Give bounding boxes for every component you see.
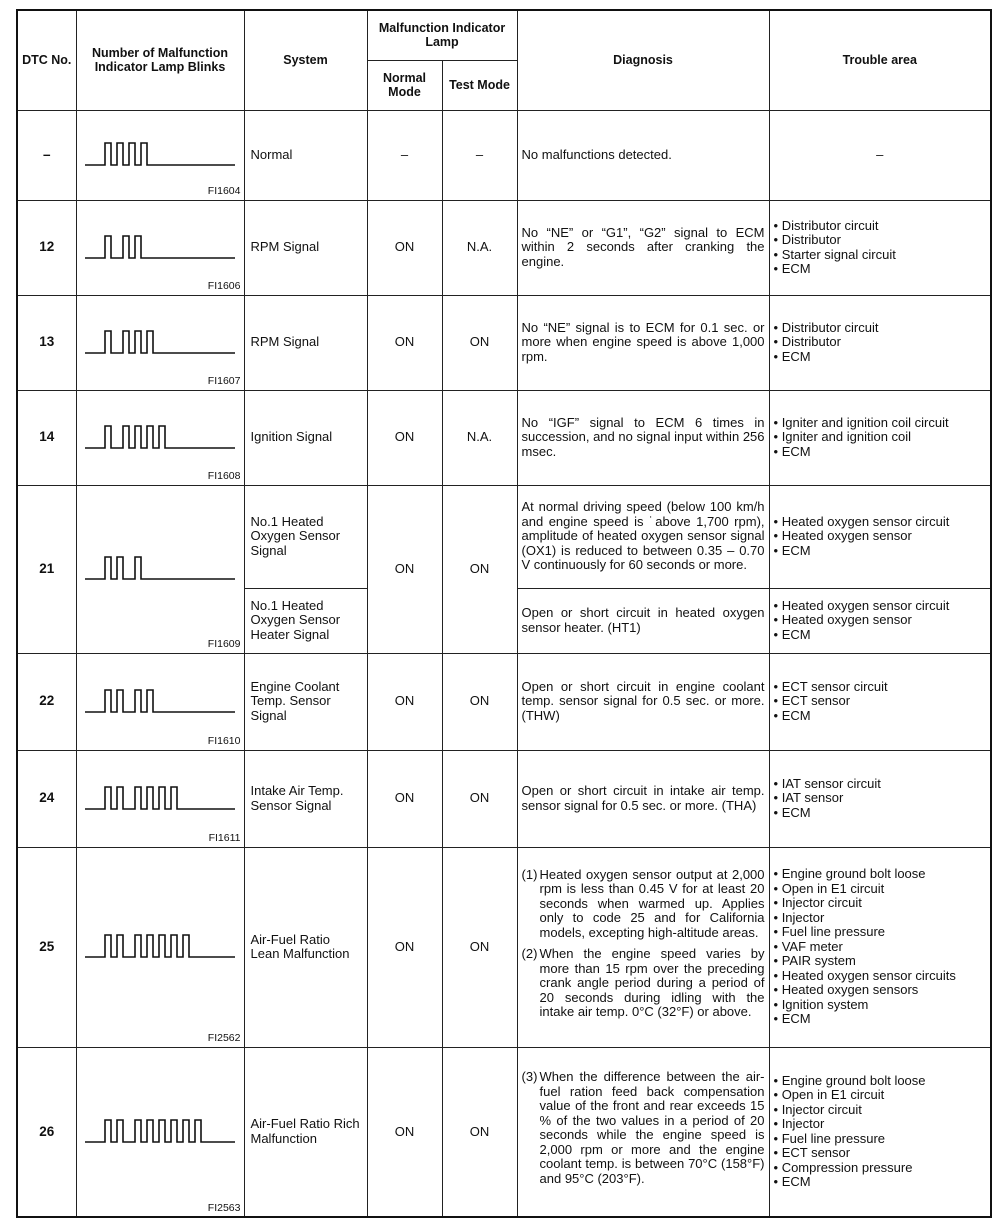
system-label: No.1 Heated Oxygen Sensor Signal [244,485,367,588]
trouble-area-item: • Injector circuit [774,1103,987,1118]
diagnosis-text: Open or short circuit in heated oxygen sensor heater. (HT1) [521,605,765,635]
blink-pattern-cell [76,390,244,485]
dtc-table-body [17,110,991,1217]
normal-mode-value: ON [367,295,442,390]
header-diagnosis: Diagnosis [517,10,769,110]
system-label: No.1 Heated Oxygen Sensor Heater Signal [244,588,367,653]
trouble-area-item: • ECM [774,544,987,559]
system-label: Intake Air Temp. Sensor Signal [244,750,367,847]
blink-pattern-icon [85,684,235,720]
diagnosis-item-number: (3) [521,1069,538,1085]
diagnosis-item [522,947,765,1020]
table-row [17,485,991,588]
trouble-area-item: • Igniter and ignition coil [774,430,987,445]
blink-pattern [77,551,244,587]
header-blinks: Number of Malfunction Indicator Lamp Blinks [76,10,244,110]
trouble-area-item: • Fuel line pressure [774,925,987,940]
trouble-area-item: • ECM [774,1175,987,1190]
figure-number: FI1604 [207,185,241,197]
blink-waveform [85,690,235,712]
figure-number: FI1609 [207,638,241,650]
trouble-area-item: • Igniter and ignition coil circuit [774,416,987,431]
test-mode-value: ON [442,485,517,653]
blink-waveform [85,787,235,809]
blink-pattern [77,137,244,173]
diagnosis-item-text: Heated oxygen sensor output at 2,000 rpm is less than 0.45 V for at least 20 seconds when warmed up. Applies only to code 25 and for California models, excepting high-altitude areas. [539,866,765,940]
dtc-code: – [17,110,76,200]
trouble-area-item: • PAIR system [774,954,987,969]
trouble-area-item: • Compression pressure [774,1161,987,1176]
trouble-area-cell [769,653,991,750]
test-mode-value: ON [442,653,517,750]
trouble-area-cell [769,485,991,588]
blink-pattern-cell [76,295,244,390]
dtc-code: 22 [17,653,76,750]
trouble-area-item: • ECM [774,445,987,460]
table-row [17,847,991,1047]
trouble-area-item: • ECM [774,1012,987,1027]
blink-pattern [77,325,244,361]
dtc-code: 24 [17,750,76,847]
blink-pattern-cell [76,200,244,295]
diagnosis-cell [517,588,769,653]
header-dtc-no: DTC No. [17,10,76,110]
diagnosis-cell [517,200,769,295]
blink-pattern [77,781,244,817]
blink-pattern-cell [76,653,244,750]
blink-waveform [85,331,235,353]
diagnosis-item-text: When the engine speed varies by more than 15 rpm over the preceding crank angle period during a period of 20 seconds during idling with the intake air temp. 0°C (32°F) or above. [539,946,765,1019]
header-trouble-area: Trouble area [769,10,991,110]
normal-mode-value: ON [367,653,442,750]
trouble-area-item: • Engine ground bolt loose [774,867,987,882]
trouble-area-item: • Distributor [774,233,987,248]
diagnosis-cell [517,750,769,847]
diagnosis-item-number: (2) [521,946,538,961]
table-row [17,295,991,390]
diagnosis-text: At normal driving speed (below 100 km/h and engine speed is ˙above 1,700 rpm), amplitude of heated oxygen sensor signal (OX1) is reduced to between 0.35 – 0.70 V continuously for 60 seconds or more. [521,499,765,573]
blink-pattern-icon [85,551,235,587]
trouble-area-item: • Open in E1 circuit [774,882,987,897]
normal-mode-value: ON [367,485,442,653]
trouble-area-item: • Injector [774,911,987,926]
diagnosis-text: No “NE” signal is to ECM for 0.1 sec. or more when engine speed is above 1,000 rpm. [521,319,765,364]
blink-pattern-cell [76,1047,244,1217]
blink-pattern-cell [76,847,244,1047]
normal-mode-value: ON [367,390,442,485]
figure-number: FI1607 [207,375,241,387]
header-normal-mode: Normal Mode [367,60,442,110]
trouble-area-item: • Heated oxygen sensor [774,529,987,544]
blink-waveform [85,557,235,579]
figure-number: FI1608 [207,470,241,482]
test-mode-value: – [442,110,517,200]
blink-pattern-icon [85,781,235,817]
normal-mode-value: ON [367,750,442,847]
diagnosis-cell [517,485,769,588]
blink-pattern [77,684,244,720]
test-mode-value: N.A. [442,390,517,485]
trouble-area-item: • Heated oxygen sensor circuit [774,515,987,530]
test-mode-value: ON [442,295,517,390]
system-label: RPM Signal [244,295,367,390]
trouble-area-cell [769,847,991,1047]
table-row [17,110,991,200]
figure-number: FI2562 [207,1032,241,1044]
table-row [17,390,991,485]
table-row [17,750,991,847]
normal-mode-value: ON [367,200,442,295]
trouble-area-item: • ECM [774,350,987,365]
blink-pattern-cell [76,750,244,847]
blink-waveform [85,143,235,165]
blink-pattern [77,929,244,965]
blink-pattern-icon [85,230,235,266]
diagnosis-text: No “NE” or “G1”, “G2” signal to ECM within 2 seconds after cranking the engine. [521,224,765,269]
blink-pattern [77,230,244,266]
blink-pattern-icon [85,1114,235,1150]
blink-pattern-icon [85,325,235,361]
header-test-mode: Test Mode [442,60,517,110]
trouble-area-item: • ECM [774,806,987,821]
diagnosis-item-text: When the difference between the air-fuel ration feed back compensation value of the front and rear exceeds 15 % of the two values in a period of 20 seconds while the engine speed is 2,000 rpm or more and the engine coolant temp. is between 70°C (158°F) and 95°C (203°F). [539,1069,765,1186]
dtc-code: 21 [17,485,76,653]
trouble-area-item: • ECM [774,262,987,277]
blink-pattern-icon [85,929,235,965]
trouble-area-item: • Open in E1 circuit [774,1088,987,1103]
blink-pattern [77,420,244,456]
header-mil: Malfunction Indicator Lamp [367,10,517,60]
blink-waveform [85,935,235,957]
trouble-area-item: • Heated oxygen sensors [774,983,987,998]
trouble-area-cell [769,200,991,295]
trouble-area-item: • ECT sensor circuit [774,680,987,695]
blink-pattern-cell [76,110,244,200]
dtc-code: 25 [17,847,76,1047]
blink-waveform [85,1120,235,1142]
diagnosis-cell [517,295,769,390]
figure-number: FI1610 [207,735,241,747]
normal-mode-value: ON [367,847,442,1047]
trouble-area-item: • IAT sensor circuit [774,777,987,792]
diagnosis-cell [517,1047,769,1217]
trouble-area-item: • ECT sensor [774,694,987,709]
trouble-area-item: • Injector circuit [774,896,987,911]
system-label: RPM Signal [244,200,367,295]
trouble-area-cell [769,390,991,485]
trouble-area-item: • Injector [774,1117,987,1132]
figure-number: FI2563 [207,1201,241,1214]
trouble-area-cell: – [769,110,991,200]
blink-pattern-icon [85,420,235,456]
trouble-area-cell [769,1047,991,1217]
trouble-area-item: • ECM [774,709,987,724]
table-row [17,200,991,295]
diagnosis-item-number: (1) [521,866,538,882]
normal-mode-value: – [367,110,442,200]
system-label: Normal [244,110,367,200]
test-mode-value: N.A. [442,200,517,295]
test-mode-value: ON [442,1047,517,1217]
trouble-area-item: • Fuel line pressure [774,1132,987,1147]
blink-pattern-cell [76,485,244,653]
trouble-area-item: • Engine ground bolt loose [774,1074,987,1089]
trouble-area-item: • IAT sensor [774,791,987,806]
figure-number: FI1606 [207,280,241,292]
trouble-area-cell [769,295,991,390]
table-row [17,1047,991,1217]
blink-waveform [85,236,235,258]
blink-waveform [85,426,235,448]
normal-mode-value: ON [367,1047,442,1217]
dtc-code: 12 [17,200,76,295]
trouble-area-item: • VAF meter [774,940,987,955]
trouble-area-item: • Starter signal circuit [774,248,987,263]
test-mode-value: ON [442,750,517,847]
trouble-area-item: • ECT sensor [774,1146,987,1161]
diagnosis-text: Open or short circuit in intake air temp. sensor signal for 0.5 sec. or more. (THA) [521,783,765,813]
dtc-table [16,9,992,1218]
test-mode-value: ON [442,847,517,1047]
figure-number: FI1611 [208,832,241,844]
dtc-code: 14 [17,390,76,485]
system-label: Air-Fuel Ratio Lean Malfunction [244,847,367,1047]
trouble-area-item: • Ignition system [774,998,987,1013]
diagnosis-text: No “IGF” signal to ECM 6 times in succession, and no signal input within 256 msec. [521,414,765,459]
system-label: Air-Fuel Ratio Rich Malfunction [244,1047,367,1217]
system-label: Engine Coolant Temp. Sensor Signal [244,653,367,750]
diagnosis-cell [517,847,769,1047]
blink-pattern [77,1114,244,1150]
trouble-area-item: • Heated oxygen sensor [774,613,987,628]
diagnosis-text: Open or short circuit in engine coolant temp. sensor signal for 0.5 sec. or more. (THW) [521,678,765,723]
blink-pattern-icon [85,137,235,173]
trouble-area-cell [769,588,991,653]
diagnosis-cell [517,110,769,200]
trouble-area-item: • Heated oxygen sensor circuits [774,969,987,984]
system-label: Ignition Signal [244,390,367,485]
trouble-area-cell [769,750,991,847]
trouble-area-item: • Distributor circuit [774,219,987,234]
table-row [17,653,991,750]
diagnosis-text: No malfunctions detected. [521,146,672,162]
diagnosis-cell [517,390,769,485]
diagnosis-item [522,868,765,941]
trouble-area-item: • ECM [774,628,987,643]
dtc-code: 13 [17,295,76,390]
dtc-code: 26 [17,1047,76,1217]
diagnosis-item [522,1070,765,1186]
trouble-area-item: • Heated oxygen sensor circuit [774,599,987,614]
header-system: System [244,10,367,110]
trouble-area-item: • Distributor [774,335,987,350]
trouble-area-item: • Distributor circuit [774,321,987,336]
diagnosis-cell [517,653,769,750]
